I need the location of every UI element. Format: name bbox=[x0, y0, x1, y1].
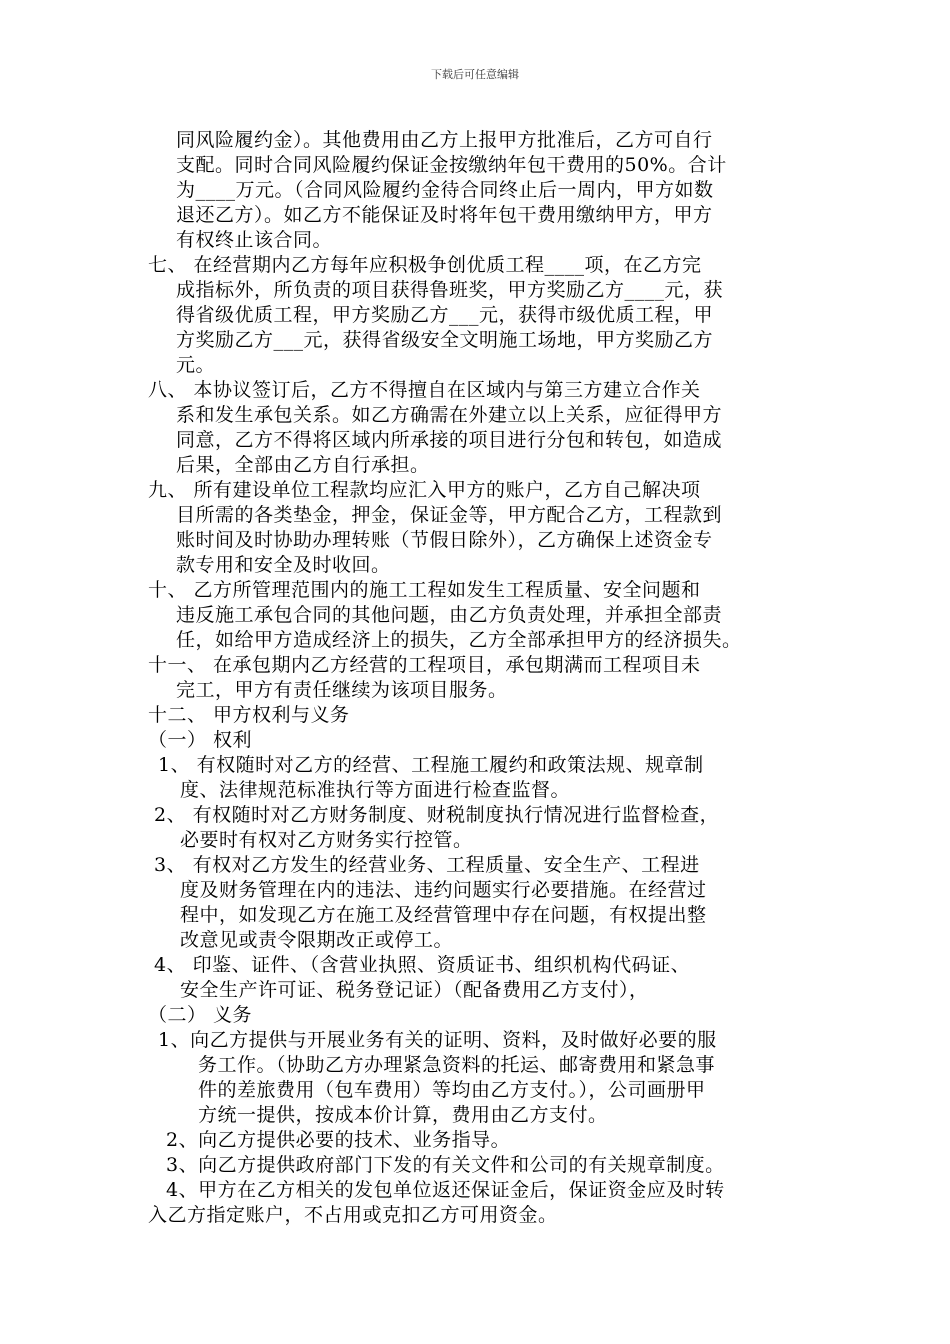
text-line: 完工，甲方有责任继续为该项目服务。 bbox=[176, 679, 508, 701]
text-line: 退还乙方）。如乙方不能保证及时将年包干费用缴纳甲方，甲方 bbox=[176, 204, 713, 226]
obligations-item-2: 2、向乙方提供必要的技术、业务指导。 bbox=[166, 1129, 511, 1151]
text-line: 有权终止该合同。 bbox=[176, 229, 333, 251]
section-obligations-heading: （二） 义务 bbox=[148, 1004, 253, 1026]
section-rights-heading: （一） 权利 bbox=[148, 729, 253, 751]
text-line: 得省级优质工程，甲方奖励乙方___元，获得市级优质工程，甲 bbox=[176, 304, 714, 326]
rights-item-2: 2、 有权随时对乙方财务制度、财税制度执行情况进行监督检查， bbox=[154, 804, 720, 826]
text-line: 任，如给甲方造成经济上的损失，乙方全部承担甲方的经济损失。 bbox=[176, 629, 742, 651]
rights-item-4: 4、 印鉴、证件、（含营业执照、资质证书、组织机构代码证、 bbox=[154, 954, 691, 976]
text-line: 安全生产许可证、税务登记证）（配备费用乙方支付）， bbox=[180, 979, 649, 1001]
text-line: 违反施工承包合同的其他问题，由乙方负责处理，并承担全部责 bbox=[176, 604, 723, 626]
text-line: 度、法律规范标准执行等方面进行检查监督。 bbox=[180, 779, 571, 801]
text-line: 入乙方指定账户，不占用或克扣乙方可用资金。 bbox=[148, 1204, 558, 1226]
rights-item-3: 3、 有权对乙方发生的经营业务、工程质量、安全生产、工程进 bbox=[154, 854, 700, 876]
text-line: 同风险履约金）。其他费用由乙方上报甲方批准后，乙方可自行 bbox=[176, 129, 713, 151]
rights-item-1: 1、 有权随时对乙方的经营、工程施工履约和政策法规、规章制 bbox=[158, 754, 704, 776]
text-line: 系和发生承包关系。如乙方确需在外建立以上关系，应征得甲方 bbox=[176, 404, 723, 426]
text-line: 元。 bbox=[176, 354, 216, 376]
text-line: 同意，乙方不得将区域内所承接的项目进行分包和转包，如造成 bbox=[176, 429, 723, 451]
text-line: 务工作。（协助乙方办理紧急资料的托运、邮寄费用和紧急事 bbox=[198, 1054, 716, 1076]
text-line: 程中，如发现乙方在施工及经营管理中存在问题，有权提出整 bbox=[180, 904, 707, 926]
text-line: 账时间及时协助办理转账（节假日除外），乙方确保上述资金专 bbox=[176, 529, 713, 551]
text-line: 度及财务管理在内的违法、违约问题实行必要措施。在经营过 bbox=[180, 879, 707, 901]
text-line: 改意见或责令限期改正或停工。 bbox=[180, 929, 454, 951]
obligations-item-4: 4、甲方在乙方相关的发包单位返还保证金后，保证资金应及时转 bbox=[166, 1179, 725, 1201]
clause-9-heading: 九、 所有建设单位工程款均应汇入甲方的账户，乙方自己解决项 bbox=[148, 479, 701, 501]
clause-10-heading: 十、 乙方所管理范围内的施工工程如发生工程质量、安全问题和 bbox=[148, 579, 701, 601]
text-line: 款专用和安全及时收回。 bbox=[176, 554, 391, 576]
obligations-item-1: 1、向乙方提供与开展业务有关的证明、资料，及时做好必要的服 bbox=[158, 1029, 717, 1051]
text-line: 目所需的各类垫金，押金，保证金等，甲方配合乙方，工程款到 bbox=[176, 504, 723, 526]
text-line: 为____万元。（合同风险履约金待合同终止后一周内，甲方如数 bbox=[176, 179, 714, 201]
text-line: 方统一提供，按成本价计算，费用由乙方支付。 bbox=[198, 1104, 608, 1126]
text-line: 件的差旅费用（包车费用）等均由乙方支付。），公司画册甲 bbox=[198, 1079, 706, 1101]
page-header: 下载后可任意编辑 bbox=[431, 68, 519, 81]
clause-11-heading: 十一、 在承包期内乙方经营的工程项目，承包期满而工程项目未 bbox=[148, 654, 701, 676]
clause-12-heading: 十二、 甲方权利与义务 bbox=[148, 704, 350, 726]
clause-8-heading: 八、 本协议签订后，乙方不得擅自在区域内与第三方建立合作关 bbox=[148, 379, 701, 401]
text-line: 成指标外，所负责的项目获得鲁班奖，甲方奖励乙方____元，获 bbox=[176, 279, 724, 301]
clause-7-heading: 七、 在经营期内乙方每年应积极争创优质工程____项，在乙方完 bbox=[148, 254, 702, 276]
text-line: 必要时有权对乙方财务实行控管。 bbox=[180, 829, 473, 851]
obligations-item-3: 3、向乙方提供政府部门下发的有关文件和公司的有关规章制度。 bbox=[166, 1154, 725, 1176]
text-line: 支配。同时合同风险履约保证金按缴纳年包干费用的50%。合计 bbox=[176, 154, 727, 176]
text-line: 后果，全部由乙方自行承担。 bbox=[176, 454, 430, 476]
text-line: 方奖励乙方___元，获得省级安全文明施工场地，甲方奖励乙方 bbox=[176, 329, 714, 351]
